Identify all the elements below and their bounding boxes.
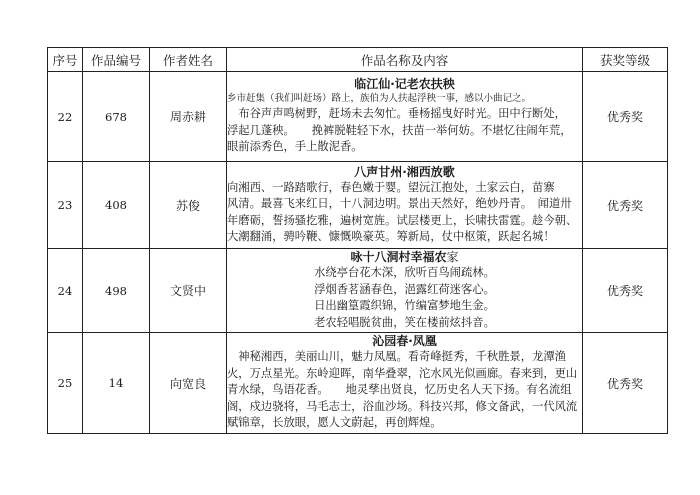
cell-award: 优秀奖 (583, 249, 668, 333)
work-title-text: 临江仙·记老农扶秧 (354, 77, 455, 92)
work-line: 布谷声声鸣树野，赶场未去匆忙。垂杨摇曳好时光。田中行断处， (227, 107, 566, 121)
work-line: 火，万点星光。东岭迎晖，南华叠翠，沱水风光似画廊。春来到，更山 (227, 366, 578, 380)
work-title (227, 165, 582, 180)
work-title (227, 250, 582, 265)
cell-index: 23 (48, 162, 83, 249)
header-award: 获奖等级 (583, 48, 668, 72)
work-line: 赋锦章，长放眼，愿人文蔚起，再创辉煌。 (227, 416, 442, 430)
table-row (48, 162, 668, 249)
work-line: 向湘西、一路踏歌行，春色嫩于婴。望沅江抱处，土家云白，苗寨 (227, 180, 555, 194)
cell-award: 优秀奖 (583, 333, 668, 434)
cell-index: 22 (48, 72, 83, 162)
table-row (48, 333, 668, 434)
cell-index: 24 (48, 249, 83, 333)
work-line: 神秘湘西，美丽山川，魅力凤凰。看奇峰挺秀，千秋胜景，龙潭渔 (227, 350, 566, 364)
work-line: 日出幽篁霞织锦，竹编富梦地生金。 (314, 299, 495, 312)
cell-work (227, 333, 583, 434)
work-title (227, 334, 582, 349)
cell-index: 25 (48, 333, 83, 434)
cell-work (227, 162, 583, 249)
table-row (48, 72, 668, 162)
work-line: 阁，戍边骁将，马毛志士，浴血沙场。科技兴邦，修文备武，一代风流 (227, 399, 578, 413)
work-line: 青水绿，鸟语花香。 地灵孳出贤良，忆历史名人天下扬。有名流组 (227, 383, 572, 397)
work-title-text: 八声甘州·湘西放歌 (354, 164, 455, 179)
work-line: 浮起几蓬秧。 挽裤脱鞋轻下水，扶苗一举何妨。不堪忆往闹年荒， (227, 123, 572, 137)
cell-work (227, 72, 583, 162)
work-title-tail: 家 (446, 250, 459, 264)
header-author: 作者姓名 (150, 48, 227, 72)
cell-work-no: 498 (83, 249, 150, 333)
cell-author: 苏俊 (150, 162, 227, 249)
awards-table (47, 47, 668, 434)
cell-work-no: 678 (83, 72, 150, 162)
work-title-text: 咏十八洞村幸福农 (350, 250, 447, 264)
work-line: 年磨砺，誓扬骚扢雅，遍树宽旌。试层楼更上，长啸扶雷霆。趁今朝、 (227, 213, 578, 227)
table-row (48, 249, 668, 333)
header-work-no: 作品编号 (83, 48, 150, 72)
header-index: 序号 (48, 48, 83, 72)
cell-work (227, 249, 583, 333)
header-work: 作品名称及内容 (227, 48, 583, 72)
cell-author: 向宽良 (150, 333, 227, 434)
cell-award: 优秀奖 (583, 162, 668, 249)
work-line: 浮烟香茗涵春色，浥露红荷迷客心。 (314, 282, 495, 296)
cell-work-no: 408 (83, 162, 150, 249)
work-title (227, 77, 582, 92)
cell-award: 优秀奖 (583, 72, 668, 162)
work-line: 老农轻唱脱贫曲，笑在楼前炫抖音。 (314, 315, 495, 329)
work-title-text: 沁园春·凤凰 (372, 334, 437, 349)
work-line: 大潮翻涌，骋吟鞭、慷慨唤豪英。筹新局，仗中枢策，跃起名城！ (227, 230, 555, 243)
work-line: 风清。最喜飞来红日，十八洞边明。景出天然好，绝妙丹青。 闻道卅 (227, 197, 572, 210)
header-row (48, 48, 668, 72)
work-line: 眼前添秀色，手上散泥香。 (227, 140, 363, 154)
cell-work-no: 14 (83, 333, 150, 434)
cell-author: 周赤耕 (150, 72, 227, 162)
cell-author: 文贤中 (150, 249, 227, 333)
work-line: 水绕亭台花木深，欣听百鸟闹疏林。 (314, 266, 495, 279)
work-preface: 乡市赶集（我们叫赶场）路上，族伯为人扶起浮秧一事，感以小曲记之。 (227, 93, 532, 105)
